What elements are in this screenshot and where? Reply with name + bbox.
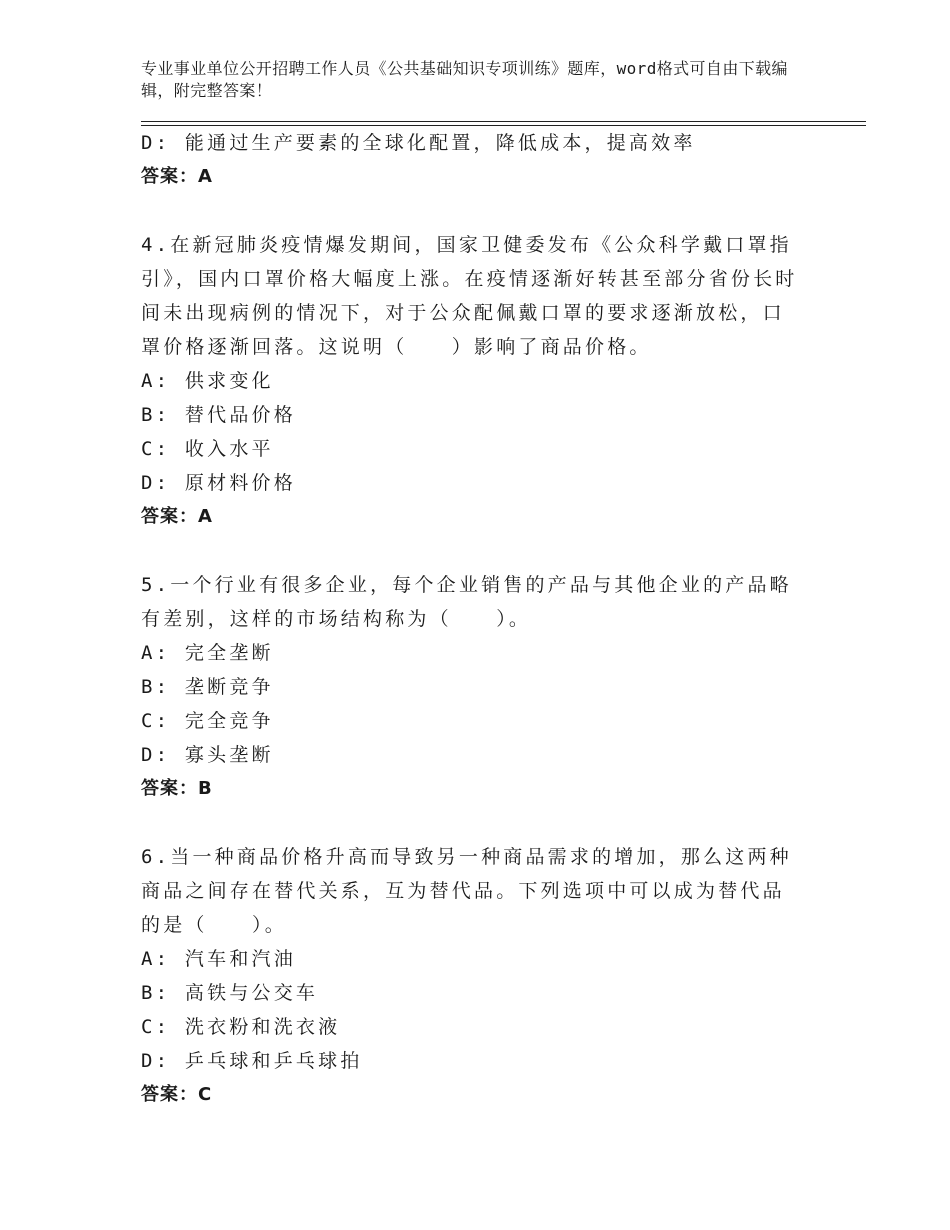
- option-d: D: 寡头垄断: [141, 744, 274, 766]
- answer-label: 答案：B: [141, 778, 213, 799]
- question-4: [141, 228, 801, 534]
- option-b: B: 替代品价格: [141, 404, 296, 426]
- option-a: A: 完全垄断: [141, 642, 274, 664]
- question-text: 5.一个行业有很多企业，每个企业销售的产品与其他企业的产品略有差别，这样的市场结构称为（ ）。: [141, 574, 792, 630]
- option-d: D: 能通过生产要素的全球化配置，降低成本，提高效率: [141, 132, 696, 154]
- document-header: [141, 58, 801, 102]
- question-text: 4.在新冠肺炎疫情爆发期间，国家卫健委发布《公众科学戴口罩指引》，国内口罩价格大幅度上涨。在疫情逐渐好转甚至部分省份长时间未出现病例的情况下，对于公众配佩戴口罩的要求逐渐放松，口罩价格逐渐回落。这说明（ ）影响了商品价格。: [141, 234, 798, 358]
- option-c: C: 完全竞争: [141, 710, 274, 732]
- option-b: B: 垄断竞争: [141, 676, 274, 698]
- header-title: 专业事业单位公开招聘工作人员《公共基础知识专项训练》题库，word格式可自由下载编辑，附完整答案！: [141, 59, 788, 100]
- option-d: D: 乒乓球和乒乓球拍: [141, 1050, 363, 1072]
- question-3-tail: [141, 126, 801, 194]
- answer-label: 答案：A: [141, 166, 213, 187]
- question-list: [141, 126, 801, 1112]
- answer-label: 答案：C: [141, 1084, 213, 1105]
- option-b: B: 高铁与公交车: [141, 982, 319, 1004]
- option-d: D: 原材料价格: [141, 472, 296, 494]
- question-5: [141, 568, 801, 806]
- header-rule-top: [141, 121, 866, 122]
- option-a: A: 供求变化: [141, 370, 274, 392]
- option-a: A: 汽车和汽油: [141, 948, 296, 970]
- option-c: C: 收入水平: [141, 438, 274, 460]
- option-c: C: 洗衣粉和洗衣液: [141, 1016, 341, 1038]
- question-6: [141, 840, 801, 1112]
- answer-label: 答案：A: [141, 506, 213, 527]
- question-text: 6.当一种商品价格升高而导致另一种商品需求的增加，那么这两种商品之间存在替代关系，互为替代品。下列选项中可以成为替代品的是（ ）。: [141, 846, 792, 936]
